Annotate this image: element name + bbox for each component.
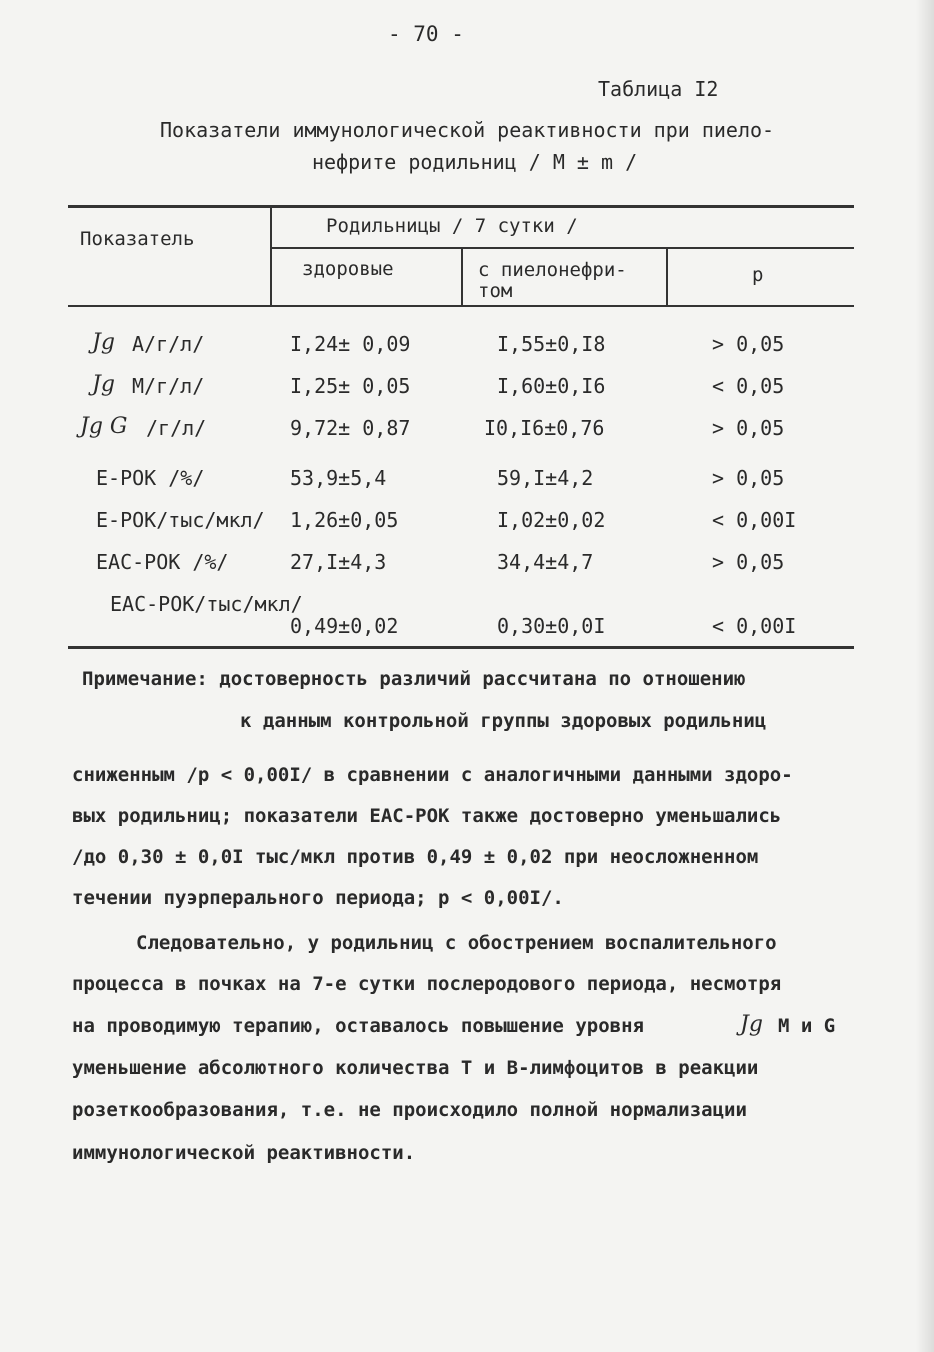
paragraph2-jg: Jg xyxy=(740,1012,763,1037)
row-healthy: I,25± 0,05 xyxy=(290,374,411,398)
row-pyelo: 34,4±4,7 xyxy=(497,550,594,574)
row-label: Е-РОК /%/ xyxy=(96,466,205,490)
table-number: Таблица I2 xyxy=(598,77,719,101)
paragraph1-line4: течении пуэрперального периода; р < 0,00I/. xyxy=(72,887,564,909)
table-top-rule xyxy=(68,205,854,208)
paragraph1-line1: сниженным /р < 0,00I/ в сравнении с аналогичными данными здоро- xyxy=(72,764,793,786)
row-prefix: Jg xyxy=(92,372,115,397)
row-p: > 0,05 xyxy=(712,466,785,490)
header-group: Родильницы / 7 сутки / xyxy=(326,215,578,237)
row-label: А/г/л/ xyxy=(132,332,205,356)
table-vline-3 xyxy=(666,249,668,305)
header-p: р xyxy=(752,264,764,286)
paragraph2-jg-rest: М и G xyxy=(778,1015,836,1037)
row-pyelo: I,02±0,02 xyxy=(497,508,606,532)
paragraph1-line3: /до 0,30 ± 0,0I тыс/мкл против 0,49 ± 0,02 при неосложненном xyxy=(72,846,759,868)
row-pyelo: I0,I6±0,76 xyxy=(484,416,605,440)
page-edge-shadow xyxy=(916,0,934,1352)
page-number: - 70 - xyxy=(388,22,464,46)
table-title-line1: Показатели иммунологической реактивности при пиело- xyxy=(160,118,775,142)
row-healthy: 27,I±4,3 xyxy=(290,550,387,574)
table-bottom-rule xyxy=(68,646,854,649)
row-pyelo: 59,I±4,2 xyxy=(497,466,594,490)
row-healthy: 53,9±5,4 xyxy=(290,466,387,490)
row-healthy: I,24± 0,09 xyxy=(290,332,411,356)
table-vline-2 xyxy=(461,249,463,305)
header-pyelo-line1: с пиелонефри- xyxy=(478,259,627,281)
header-healthy: здоровые xyxy=(302,258,394,280)
table-vline-1 xyxy=(270,208,272,305)
row-pyelo: I,55±0,I8 xyxy=(497,332,606,356)
row-p: > 0,05 xyxy=(712,332,785,356)
row-label: М/г/л/ xyxy=(132,374,205,398)
paragraph2-line2: процесса в почках на 7-е сутки послеродового периода, несмотря xyxy=(72,973,782,995)
paragraph2-line5: розеткообразования, т.е. не происходило полной нормализации xyxy=(72,1099,747,1121)
row-p: > 0,05 xyxy=(712,550,785,574)
row-healthy: 0,49±0,02 xyxy=(290,614,399,638)
row-p: < 0,00I xyxy=(712,508,797,532)
row-prefix: Jg G xyxy=(80,414,128,439)
paragraph2-line4: уменьшение абсолютного количества Т и В-лимфоцитов в реакции xyxy=(72,1057,759,1079)
table-header-rule xyxy=(68,305,854,307)
table-title-line2: нефрите родильниц / М ± m / xyxy=(312,150,638,174)
paragraph2-line6: иммунологической реактивности. xyxy=(72,1142,416,1164)
row-prefix: Jg xyxy=(92,330,115,355)
row-healthy: 1,26±0,05 xyxy=(290,508,399,532)
row-label: Е-РОК/тыс/мкл/ xyxy=(96,508,265,532)
header-indicator: Показатель xyxy=(80,228,195,250)
row-label: ЕАС-РОК /%/ xyxy=(96,550,229,574)
note-line2: к данным контрольной группы здоровых родильниц xyxy=(240,710,767,732)
row-pyelo: I,60±0,I6 xyxy=(497,374,606,398)
row-pyelo: 0,30±0,0I xyxy=(497,614,606,638)
header-pyelo-line2: том xyxy=(478,280,513,302)
row-healthy: 9,72± 0,87 xyxy=(290,416,411,440)
table-group-rule xyxy=(272,247,854,249)
row-p: < 0,05 xyxy=(712,374,785,398)
row-label: /г/л/ xyxy=(146,416,207,440)
note-line1: Примечание: достоверность различий рассчитана по отношению xyxy=(82,668,746,690)
row-p: > 0,05 xyxy=(712,416,785,440)
paragraph2-line3: на проводимую терапию, оставалось повышение уровня xyxy=(72,1015,644,1037)
row-label: ЕАС-РОК/тыс/мкл/ xyxy=(110,592,303,616)
row-p: < 0,00I xyxy=(712,614,797,638)
paragraph2-line1: Следовательно, у родильниц с обострением воспалительного xyxy=(136,932,777,954)
paragraph1-line2: вых родильниц; показатели ЕАС-РОК также достоверно уменьшались xyxy=(72,805,782,827)
